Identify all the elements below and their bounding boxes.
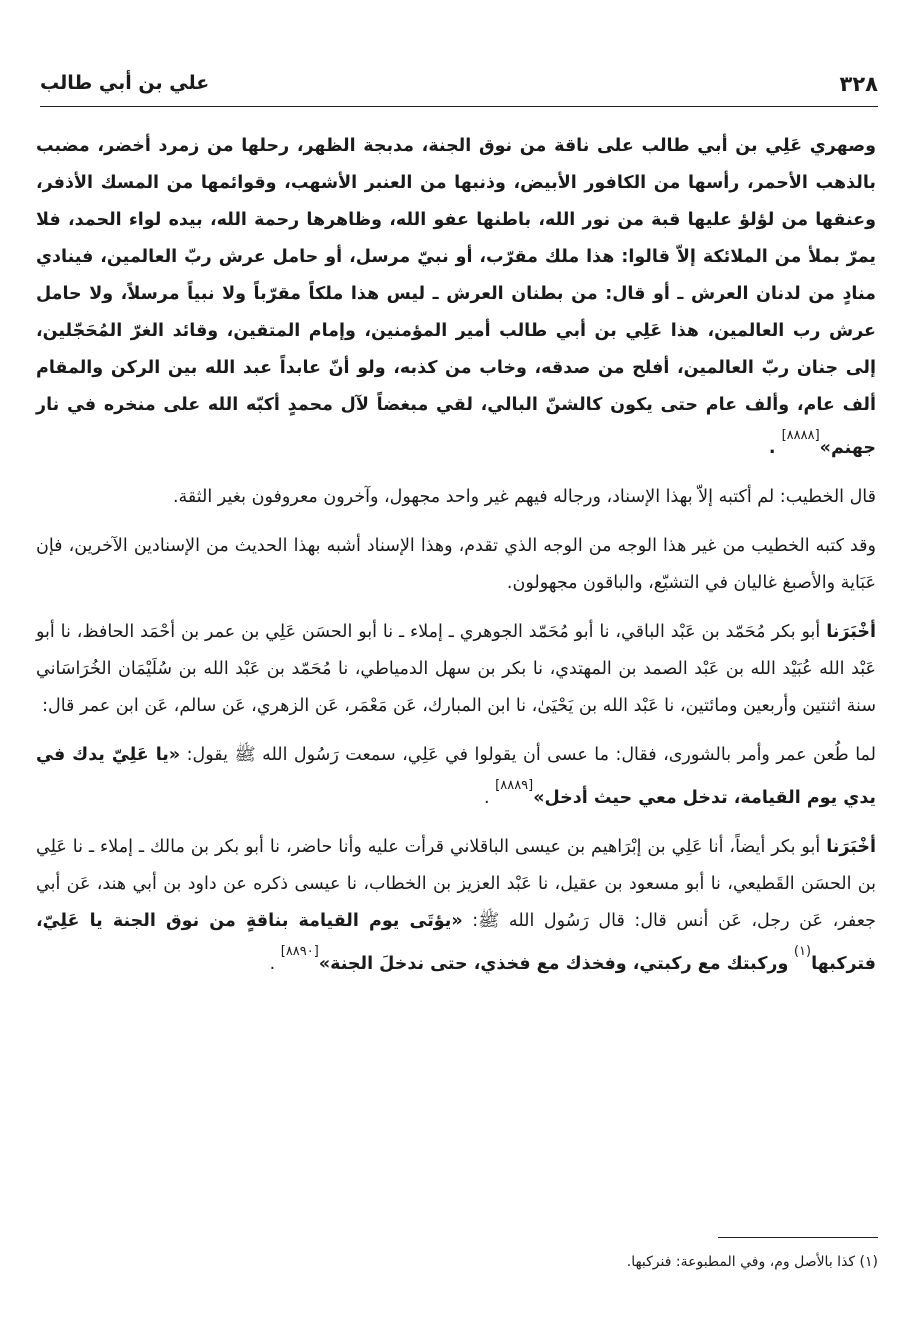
book-page bbox=[30, 0, 878, 1335]
hadith-quote-continued: وركبتك مع ركبتي، وفخذك مع فخذي، حتى ندخلَ الجنة» bbox=[318, 953, 789, 974]
paragraph-end: . bbox=[269, 953, 276, 974]
running-title: علي بن أبي طالب bbox=[40, 72, 210, 94]
paragraph-text: قال الخطيب: لم أكتبه إلاّ بهذا الإسناد، ورجاله فيهم غير واحد مجهول، وآخرون معروفون بغير الثقة. bbox=[172, 486, 876, 507]
header-divider bbox=[40, 106, 878, 107]
isnad-paragraph-2 bbox=[36, 829, 876, 983]
hadith-number: [٨٨٨٨] bbox=[781, 428, 820, 443]
hadith-paragraph-1 bbox=[36, 128, 876, 467]
paragraph-text: أبو بكر أيضاً، أنا عَلِي بن إبْرَاهيم بن عيسى الباقلاني قرأت عليه وأنا حاضر، نا أبو بكر بن مالك ـ إملاء ـ نا عَلِي بن الحسَن القَطيعي، نا أبو مسعود بن عقيل، نا عَبْد العزيز بن الخطاب، نا عيسى ذكره عن داود بن أبي هند، عَن أبي جعفر، عَن رجل، عَن أنس قال: قال رَسُول الله ﷺ: bbox=[36, 836, 876, 931]
paragraph-text: أبو بكر مُحَمّد بن عَبْد الباقي، نا أبو مُحَمّد الجوهري ـ إملاء ـ نا أبو الحسَن عَلِي بن عمر بن أحْمَد الحافظ، نا أبو عَبْد الله عُبَيْد الله بن عَبْد الصمد بن المهتدي، نا بكر بن سهل الدمياطي، نا مُحَمّد بن عَبْد الله بن سُلَيْمَان الخُرَاسَاني سنة اثنتين وأربعين ومائتين، نا عَبْد الله بن يَحْيَىٰ، نا ابن المبارك، عَن مَعْمَر، عَن الزهري، عَن سالم، عَن ابن عمر قال: bbox=[36, 621, 876, 716]
hadith-number: [٨٨٨٩] bbox=[495, 777, 534, 793]
hadith-quote: «يؤتَى يوم القيامة بناقةٍ من نوق الجنة يا عَلِيّ، فتركبها bbox=[36, 910, 876, 974]
akhbarana-lead: أخْبَرَنا bbox=[826, 621, 876, 642]
page-header bbox=[30, 72, 878, 104]
paragraph-end: . bbox=[768, 437, 776, 458]
footnote: (١) كذا بالأصل وم، وفي المطبوعة: فنركبها. bbox=[626, 1254, 878, 1270]
page-number: ٣٢٨ bbox=[839, 72, 878, 96]
footnote-marker[interactable]: (١) bbox=[793, 943, 812, 959]
akhbarana-lead: أخْبَرَنا bbox=[826, 836, 876, 857]
commentary-paragraph-1 bbox=[36, 479, 876, 516]
main-text bbox=[36, 128, 876, 994]
paragraph-text: وقد كتبه الخطيب من غير هذا الوجه من الوجه الذي تقدم، وهذا الإسناد أشبه بهذا الحديث من الإسنادين الآخرين، فإن عَبَاية والأصبغ غاليان في التشيّع، والباقون مجهولون. bbox=[36, 535, 876, 593]
isnad-paragraph-1 bbox=[36, 614, 876, 725]
paragraph-end: . bbox=[484, 787, 490, 808]
hadith-paragraph-2 bbox=[36, 737, 876, 817]
commentary-paragraph-2 bbox=[36, 528, 876, 602]
paragraph-text: وصهري عَلِي بن أبي طالب على ناقة من نوق الجنة، مدبجة الظهر، رحلها من زمرد أخضر، مضبب بالذهب الأحمر، رأسها من الكافور الأبيض، وذنبها من العنبر الأشهب، وقوائمها من المسك الأذفر، وعنقها من لؤلؤ عليها قبة من نور الله، باطنها عفو الله، وظاهرها رحمة الله، بيده لواء الحمد، فلا يمرّ بملأ من الملائكة إلاّ قالوا: هذا ملك مقرّب، أو نبيّ مرسل، أو حامل عرش ربّ العالمين، فينادي منادٍ من لدنان العرش ـ أو قال: من بطنان العرش ـ ليس هذا ملكاً مقرّباً ولا نبياً مرسلاً، ولا حامل عرش رب العالمين، هذا عَلِي بن أبي طالب أمير المؤمنين، وإمام المتقين، وقائد الغرّ المُحَجّلين، إلى جنان ربّ العالمين، أفلح من صدقه، وخاب من كذبه، ولو أنّ عابداً عبد الله بين الركن والمقام ألف عام، وألف عام حتى يكون كالشنّ البالي، لقي مبغضاً لآل محمدٍ أكبّه الله على منخره في نار جهنم» bbox=[36, 136, 876, 458]
hadith-number: [٨٨٩٠] bbox=[280, 943, 319, 959]
paragraph-text: لما طُعن عمر وأمر بالشورى، فقال: ما عسى أن يقولوا في عَلِي، سمعت رَسُول الله ﷺ يقول: bbox=[186, 744, 876, 765]
footnote-divider bbox=[718, 1237, 878, 1238]
hadith-quote: «يا عَلِيّ يدك في يدي يوم القيامة، تدخل معي حيث أدخل» bbox=[36, 744, 876, 808]
